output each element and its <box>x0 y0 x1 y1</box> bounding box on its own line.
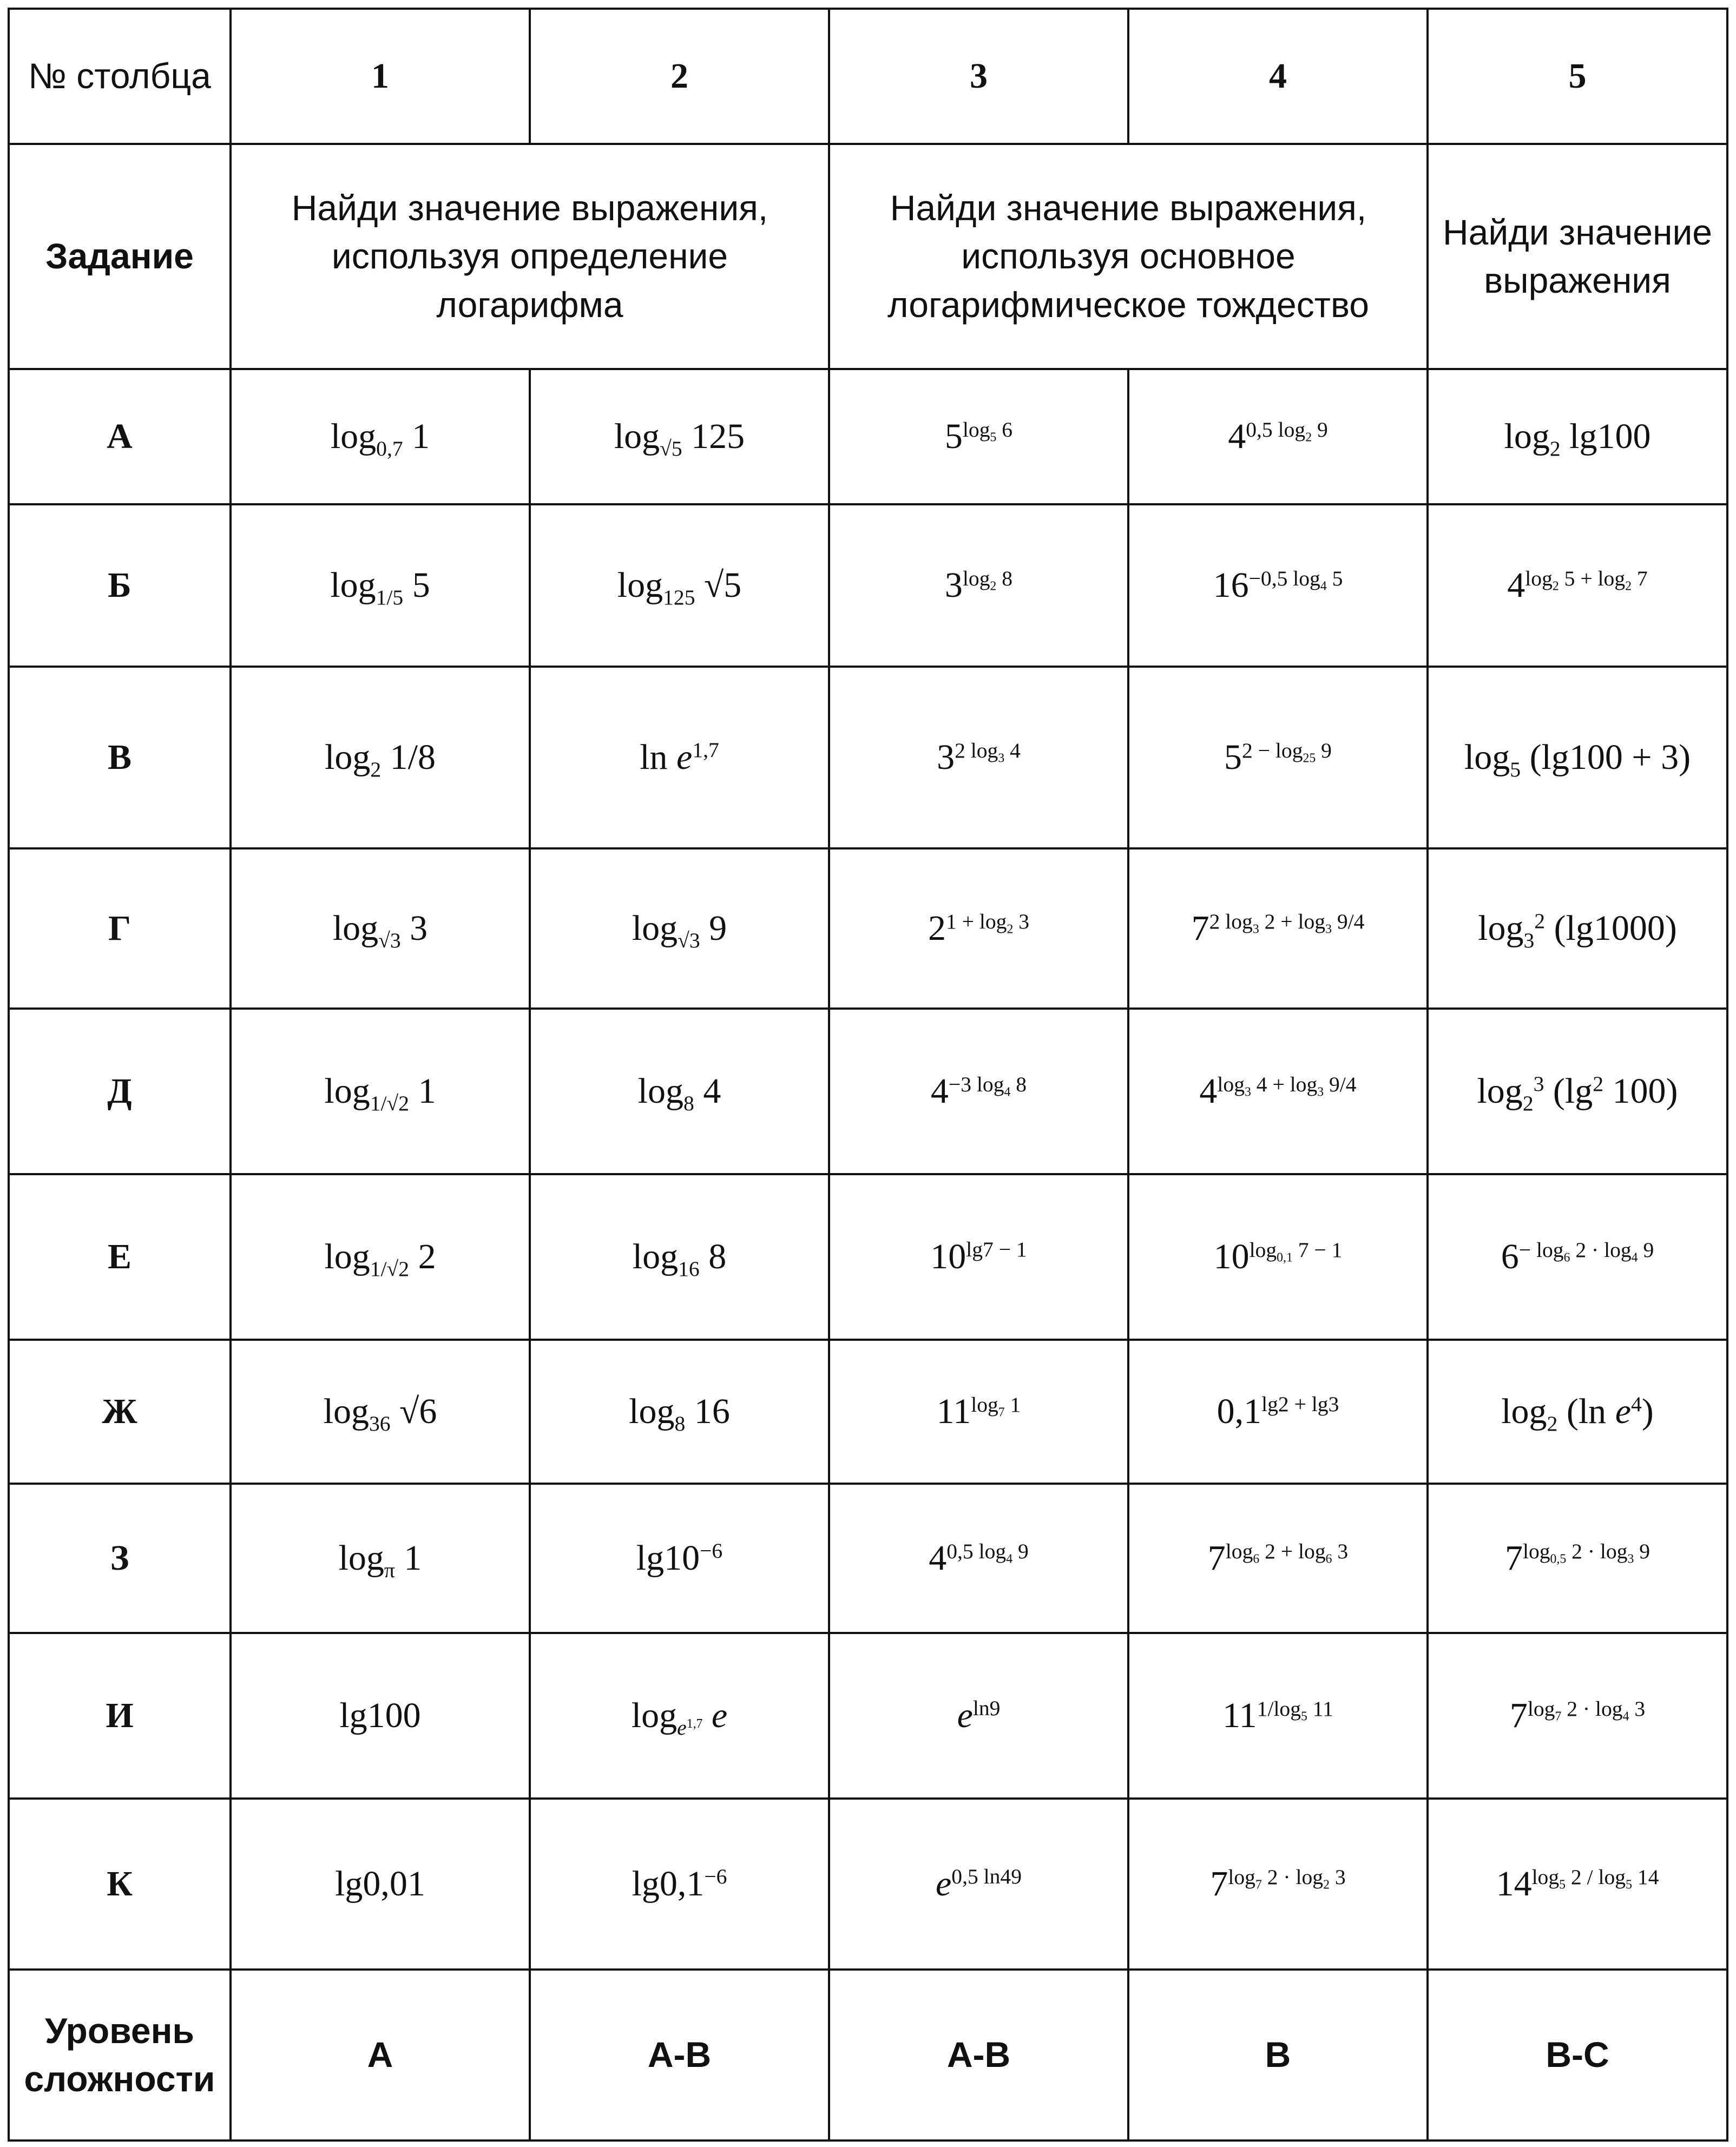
expression: $\log_8 4$ <box>637 1071 721 1116</box>
expression: $\log_2 1/8$ <box>325 737 436 782</box>
expression: $3^{log_2 8}$ <box>944 565 1013 605</box>
task-column-5: Найди значение выражения <box>1428 144 1727 369</box>
expression: $\log_{16} 8$ <box>632 1237 727 1281</box>
table-row <box>9 1799 1727 1970</box>
expression-cell <box>1128 504 1428 667</box>
expression-cell <box>1128 667 1428 848</box>
row-label: К <box>9 1799 231 1970</box>
expression-cell <box>829 848 1128 1009</box>
expression-cell <box>530 504 829 667</box>
expression-cell <box>829 369 1128 504</box>
table-row <box>9 369 1727 504</box>
expression: $2^{1 + log_2 3}$ <box>928 908 1030 949</box>
expression-cell <box>829 1633 1128 1799</box>
expression: $\log_{1/√2} 2$ <box>324 1237 436 1281</box>
expression-cell <box>1428 667 1727 848</box>
expression-cell <box>1128 369 1428 504</box>
expression: $\log_{1/√2} 1$ <box>324 1071 436 1116</box>
expression: $4^{-3 log_4 8}$ <box>930 1071 1027 1111</box>
difficulty-level-3: А-В <box>829 1970 1128 2141</box>
expression: $\log_{e^{1,7}} e$ <box>631 1696 728 1740</box>
expression: $5^{2 - log_{25} 9}$ <box>1224 737 1332 778</box>
expression-cell <box>231 369 530 504</box>
expression: $\log_{√3} 9$ <box>632 908 727 953</box>
expression: $\log_\pi 1$ <box>338 1538 422 1583</box>
task-row-label: Задание <box>9 144 231 369</box>
expression: $\log_2 \lg 100$ <box>1504 417 1651 461</box>
expression: $e^{ln9}$ <box>957 1696 1001 1736</box>
table-row <box>9 1633 1727 1799</box>
row-label: З <box>9 1484 231 1633</box>
expression-cell <box>231 667 530 848</box>
expression-cell <box>530 1340 829 1484</box>
expression: $11^{1/log_5 11}$ <box>1222 1696 1333 1736</box>
expression-cell <box>829 667 1128 848</box>
expression-cell <box>1428 504 1727 667</box>
expression-cell <box>829 504 1128 667</box>
expression: $14^{log_5 2 / log_5 14}$ <box>1496 1864 1659 1904</box>
expression-cell <box>530 1009 829 1174</box>
expression-cell <box>530 1633 829 1799</box>
expression-cell <box>1428 1174 1727 1340</box>
expression-cell <box>1428 848 1727 1009</box>
expression-cell <box>530 667 829 848</box>
row-label: Б <box>9 504 231 667</box>
expression: $3^{2 log_3 4}$ <box>937 737 1021 778</box>
expression-cell <box>1428 369 1727 504</box>
expression: $\log_2 (\ln$ $e^4$) <box>1501 1392 1654 1436</box>
expression-cell <box>829 1174 1128 1340</box>
expression-cell <box>1128 1009 1428 1174</box>
expression-cell <box>530 1484 829 1633</box>
table-row <box>9 504 1727 667</box>
expression-cell <box>530 1174 829 1340</box>
expression: $\log_3^2 (\lg 1000)$ <box>1478 908 1677 953</box>
expression: $6^{- log_6 2 \cdot log_4 9}$ <box>1501 1237 1654 1277</box>
expression: $e^{0,5 ln49}$ <box>935 1864 1022 1904</box>
row-label: Е <box>9 1174 231 1340</box>
expression: $7^{log_7 2 \cdot log_4 3}$ <box>1509 1696 1646 1736</box>
expression-cell <box>829 1009 1128 1174</box>
expression: $11^{log_7 1}$ <box>936 1392 1021 1432</box>
expression: $5^{log_5 6}$ <box>944 417 1013 457</box>
expression-cell <box>1428 1484 1727 1633</box>
expression: $\lg 0,1^{-6}$ <box>632 1864 727 1904</box>
expression: $4^{log_3 4 + log_3 9/4}$ <box>1199 1071 1357 1111</box>
row-label: Ж <box>9 1340 231 1484</box>
table-row <box>9 1174 1727 1340</box>
expression-cell <box>829 1484 1128 1633</box>
table-row <box>9 667 1727 848</box>
expression-cell <box>231 1174 530 1340</box>
expression: $\log_8 16$ <box>629 1392 730 1436</box>
expression-cell <box>1128 1340 1428 1484</box>
expression: $7^{log_6 2 + log_6 3}$ <box>1207 1538 1349 1578</box>
expression: lg0,01 <box>335 1864 425 1904</box>
expression: $10^{lg7 - 1}$ <box>930 1237 1027 1277</box>
expression: $0,1^{lg2 + lg3}$ <box>1216 1392 1339 1432</box>
expression: $\lg 10^{-6}$ <box>636 1538 723 1578</box>
expression: $\log_5 (\lg 100 + 3)$ <box>1464 737 1691 782</box>
difficulty-level-2: А-В <box>530 1970 829 2141</box>
difficulty-label: Уровень сложности <box>9 1970 231 2141</box>
expression: $10^{log_{0,1} 7 - 1}$ <box>1213 1237 1343 1277</box>
row-label: Д <box>9 1009 231 1174</box>
column-number-row <box>9 9 1727 144</box>
expression: $4^{log_2 5 + log_2 7}$ <box>1507 565 1648 605</box>
table-row <box>9 1484 1727 1633</box>
expression: $\log_{125} √5$ <box>617 565 742 610</box>
expression: $4^{0,5 log_2 9}$ <box>1228 417 1328 457</box>
expression-cell <box>231 1484 530 1633</box>
difficulty-level-5: В-С <box>1428 1970 1727 2141</box>
column-number-2: 2 <box>530 9 829 144</box>
expression: $7^{log_{0,5} 2 \cdot log_3 9}$ <box>1504 1538 1650 1578</box>
expression-cell <box>231 1799 530 1970</box>
difficulty-row <box>9 1970 1727 2141</box>
expression-cell <box>1128 1799 1428 1970</box>
row-label: В <box>9 667 231 848</box>
expression-cell <box>1428 1633 1727 1799</box>
expression-cell <box>1428 1340 1727 1484</box>
table-row <box>9 1340 1727 1484</box>
expression: $7^{2 log_3 2 + log_3 9/4}$ <box>1191 908 1365 949</box>
column-number-label: № столбца <box>9 9 231 144</box>
expression: $\log_{1/5} 5$ <box>330 565 430 610</box>
expression-cell <box>1128 848 1428 1009</box>
expression-cell <box>829 1799 1128 1970</box>
difficulty-level-1: А <box>231 1970 530 2141</box>
expression: $16^{-0,5 log_4 5}$ <box>1213 565 1343 605</box>
expression: $\log_{√3} 3$ <box>332 908 428 953</box>
expression-cell <box>1128 1633 1428 1799</box>
task-columns-3-4: Найди значение выражения, используя основное логарифмическое тождество <box>829 144 1428 369</box>
task-row <box>9 144 1727 369</box>
expression-cell <box>231 1340 530 1484</box>
column-number-5: 5 <box>1428 9 1727 144</box>
expression: $\log_{36} √6$ <box>323 1392 437 1436</box>
difficulty-level-4: В <box>1128 1970 1428 2141</box>
expression-cell <box>231 1633 530 1799</box>
expression-cell <box>829 1340 1128 1484</box>
expression-cell <box>1428 1799 1727 1970</box>
expression-cell <box>530 369 829 504</box>
expression: $7^{log_7 2 \cdot log_2 3}$ <box>1210 1864 1346 1904</box>
expression: $\log_2^3 (\lg^2$ 100) <box>1477 1071 1678 1116</box>
column-number-4: 4 <box>1128 9 1428 144</box>
expression: lg100 <box>339 1696 421 1736</box>
table-row <box>9 848 1727 1009</box>
expression-cell <box>530 1799 829 1970</box>
expression-cell <box>231 848 530 1009</box>
task-columns-1-2: Найди значение выражения, используя определение логарифма <box>231 144 829 369</box>
expression-cell <box>1428 1009 1727 1174</box>
expression-cell <box>1128 1484 1428 1633</box>
column-number-3: 3 <box>829 9 1128 144</box>
expression-cell <box>231 1009 530 1174</box>
expression-cell <box>530 848 829 1009</box>
expression: $4^{0,5 log_4 9}$ <box>929 1538 1029 1578</box>
row-label: А <box>9 369 231 504</box>
exercise-table <box>8 8 1728 2142</box>
table-row <box>9 1009 1727 1174</box>
row-label: Г <box>9 848 231 1009</box>
expression-cell <box>231 504 530 667</box>
row-label: И <box>9 1633 231 1799</box>
expression: $\log_{0,7} 1$ <box>330 417 430 461</box>
column-number-1: 1 <box>231 9 530 144</box>
expression: $\log_{√5} 125$ <box>614 417 745 461</box>
expression: $\ln e^{1,7}$ <box>640 737 719 778</box>
expression-cell <box>1128 1174 1428 1340</box>
